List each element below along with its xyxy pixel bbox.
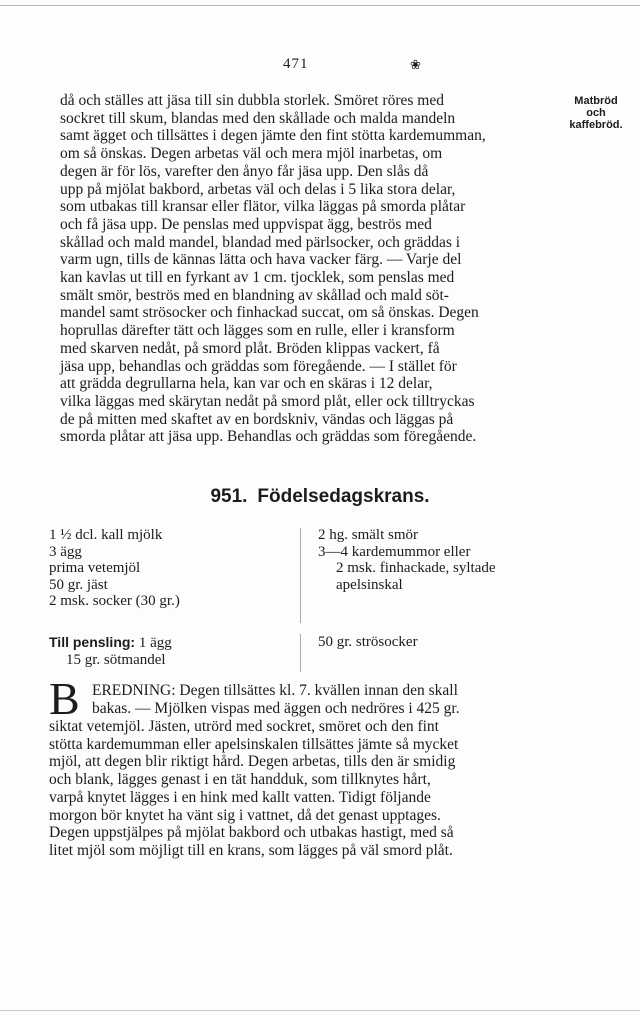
pensling-label: Till pensling: — [49, 634, 136, 650]
text-line: om så önskas. Degen arbetas väl och mera mjöl inarbetas, om — [60, 145, 443, 163]
text-line: att grädda degrullarna hela, kan var och en skäras i 12 delar, — [60, 375, 433, 393]
ingredients-right-column — [318, 527, 578, 593]
margin-note-line: kaffebröd. — [569, 119, 623, 131]
margin-note-line: och — [586, 107, 606, 119]
text-line: jäsa upp, behandlas och gräddas som föregående. — I stället för — [60, 357, 457, 375]
margin-note — [555, 95, 637, 131]
text-line: smorda plåtar att jäsa upp. Behandlas och gräddas som föregående. — [60, 428, 477, 446]
text-line: varpå knytet lägges i en hink med kallt vatten. Tidigt följande — [49, 788, 431, 806]
column-divider — [300, 528, 301, 623]
text-line: bakas. — Mjölken vispas med äggen och nedröres i 425 gr. — [92, 699, 460, 717]
text-line: vilka läggas med skärytan nedåt på smord plåt, eller ock tilltryckas — [60, 392, 475, 410]
text-line: morgon bör knytet ha vänt sig i vattnet, då det genast upptages. — [49, 806, 441, 824]
text-line: hoprullas därefter tätt och lägges som en rulle, eller i kransform — [60, 322, 455, 340]
ingredient: 3 ägg — [49, 543, 82, 560]
text-line: degen är för lös, varefter den ånyo får jäsa upp. Den slås då — [60, 162, 429, 180]
text-line: mandel samt strösocker och finhackad succat, om så önskas. Degen — [60, 304, 479, 322]
text-line: kan kavlas ut till en fyrkant av 1 cm. tjocklek, som penslas med — [60, 269, 455, 287]
text-line: smält smör, beströs med en blandning av skållad och mald söt- — [60, 286, 449, 304]
method-paragraph-start — [92, 682, 558, 717]
pensling-left-column — [49, 634, 299, 669]
text-line: samt ägget och tillsättes i degen jämte den fint stötta kardemumman, — [60, 127, 486, 145]
text-line: och blank, lägges genast i en tät handduk, som tillknytes hårt, — [49, 771, 431, 789]
column-divider — [300, 634, 301, 672]
pensling-right-column — [318, 634, 568, 651]
ingredient: 1 ägg — [138, 635, 172, 651]
text-line: stötta kardemumman eller apelsinskalen tillsättes jämte så mycket — [49, 735, 459, 753]
margin-note-line: Matbröd — [574, 95, 618, 107]
page-number: 471 — [283, 56, 309, 72]
ingredient: 2 msk. socker (30 gr.) — [49, 593, 180, 610]
text-line: som utbakas till kransar eller flätor, vilka läggas på smorda plåtar — [60, 198, 466, 216]
text-line: Degen uppstjälpes på mjölat bakbord och utbakas hastigt, med så — [49, 824, 454, 842]
ingredient: 3—4 kardemummor eller — [318, 543, 471, 560]
ingredients-left-column — [49, 527, 299, 610]
text-line: litet mjöl som möjligt till en krans, som lägges på väl smord plåt. — [49, 841, 453, 859]
drop-cap: B — [49, 673, 80, 724]
text-line: siktat vetemjöl. Jästen, utrörd med sockret, smöret och den fint — [49, 718, 439, 735]
ingredient: 2 hg. smält smör — [318, 527, 418, 543]
text-line: sockret till skum, blandas med den skållade och malda mandeln — [60, 109, 456, 127]
ingredient: 15 gr. sötmandel — [66, 652, 166, 668]
fleuron-ornament-icon: ❀ — [410, 57, 421, 72]
text-line: EREDNING: Degen tillsättes kl. 7. kvällen innan den skall — [92, 682, 458, 699]
body-paragraph — [60, 92, 550, 446]
ingredient: 1 ½ dcl. kall mjölk — [49, 527, 163, 543]
ingredient: apelsinskal — [336, 576, 403, 593]
ingredient: prima vetemjöl — [49, 560, 141, 577]
method-paragraph — [49, 718, 558, 860]
recipe-number: 951. — [210, 486, 248, 507]
text-line: med skarven nedåt, på smord plåt. Bröden klippas vackert, få — [60, 339, 440, 357]
text-line: och få jäsa upp. De penslas med uppvispat ägg, beströs med — [60, 215, 432, 233]
text-line: mjöl, att degen blir riktigt hård. Degen arbetas, tills den är smidig — [49, 753, 456, 771]
text-line: upp på mjölat bakbord, arbetas väl och delas i 5 lika stora delar, — [60, 180, 456, 198]
ingredient: 50 gr. jäst — [49, 576, 108, 593]
text-line: varm ugn, tills de kännas lätta och hava vacker färg. — Varje del — [60, 251, 462, 269]
page-bottom-edge — [0, 1010, 640, 1011]
text-line: skållad och mald mandel, blandad med pärlsocker, och gräddas i — [60, 233, 461, 251]
recipe-title: Födelsedagskrans. — [257, 486, 430, 507]
ingredient: 50 gr. strösocker — [318, 634, 418, 650]
ingredient: 2 msk. finhackade, syltade — [336, 560, 496, 577]
page-top-edge — [0, 5, 640, 6]
text-line: då och ställes att jäsa till sin dubbla storlek. Smöret röres med — [60, 92, 444, 109]
recipe-heading — [0, 486, 640, 508]
text-line: de på mitten med skaftet av en bordskniv, vändas och läggas på — [60, 410, 454, 428]
